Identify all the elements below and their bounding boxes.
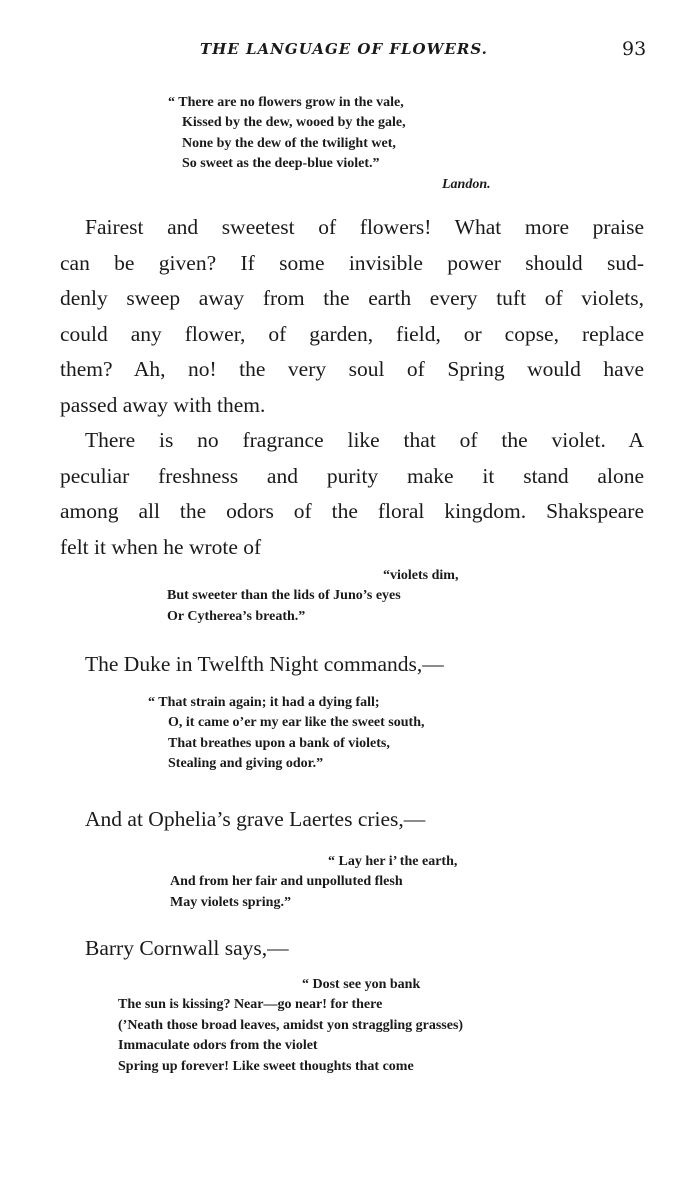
paragraph-line: can be given? If some invisible power should sud-: [60, 250, 644, 275]
page-number: 93: [622, 38, 647, 60]
ophelia-quote: [170, 852, 457, 913]
epigraph-attribution: Landon.: [442, 177, 491, 192]
verse-line: Spring up forever! Like sweet thoughts that come: [118, 1058, 414, 1074]
verse-line: May violets spring.”: [170, 894, 291, 910]
paragraph-1: [60, 210, 644, 423]
verse-line: O, it came o’er my ear like the sweet south,: [168, 715, 425, 731]
running-head: THE LANGUAGE OF FLOWERS.: [200, 40, 488, 58]
paragraph-line: them? Ah, no! the very soul of Spring would have: [60, 357, 644, 381]
verse-line: The sun is kissing? Near—go near! for there: [118, 997, 383, 1013]
paragraph-line: peculiar freshness and purity make it stand alone: [60, 463, 644, 488]
verse-line: But sweeter than the lids of Juno’s eyes: [167, 588, 401, 604]
shakespeare-quote: [167, 566, 458, 627]
verse-line: Or Cytherea’s breath.”: [167, 608, 306, 624]
ophelia-intro: And at Ophelia’s grave Laertes cries,—: [85, 807, 426, 831]
verse-line: So sweet as the deep-blue violet.”: [182, 156, 380, 172]
cornwall-quote: [118, 975, 463, 1077]
verse-line: “ That strain again; it had a dying fall;: [148, 695, 380, 710]
paragraph-line: passed away with them.: [60, 392, 266, 417]
verse-line: That breathes upon a bank of violets,: [168, 735, 390, 751]
verse-line: None by the dew of the twilight wet,: [182, 135, 396, 151]
verse-line: Stealing and giving odor.”: [168, 756, 324, 772]
verse-line: “violets dim,: [383, 568, 459, 583]
verse-line: “ There are no flowers grow in the vale,: [168, 95, 404, 110]
paragraph-line: Fairest and sweetest of flowers! What more praise: [85, 215, 644, 239]
paragraph-line: denly sweep away from the earth every tuft of violets,: [60, 286, 644, 310]
paragraph-2: [60, 423, 644, 565]
epigraph-verse: [168, 93, 406, 175]
verse-line: (’Neath those broad leaves, amidst yon straggling grasses): [118, 1017, 464, 1033]
paragraph-line: felt it when he wrote of: [60, 534, 262, 559]
verse-line: Kissed by the dew, wooed by the gale,: [182, 115, 406, 131]
paragraph-line: There is no fragrance like that of the violet. A: [85, 428, 644, 452]
paragraph-line: could any flower, of garden, field, or copse, replace: [60, 321, 644, 346]
verse-line: “ Dost see yon bank: [302, 977, 421, 992]
cornwall-intro: Barry Cornwall says,—: [85, 936, 289, 960]
duke-intro: The Duke in Twelfth Night commands,—: [85, 652, 444, 676]
verse-line: “ Lay her i’ the earth,: [328, 854, 458, 869]
paragraph-line: among all the odors of the floral kingdom. Shakspeare: [60, 499, 644, 523]
verse-line: Immaculate odors from the violet: [118, 1038, 318, 1054]
duke-quote: [148, 693, 424, 775]
verse-line: And from her fair and unpolluted flesh: [170, 874, 403, 890]
